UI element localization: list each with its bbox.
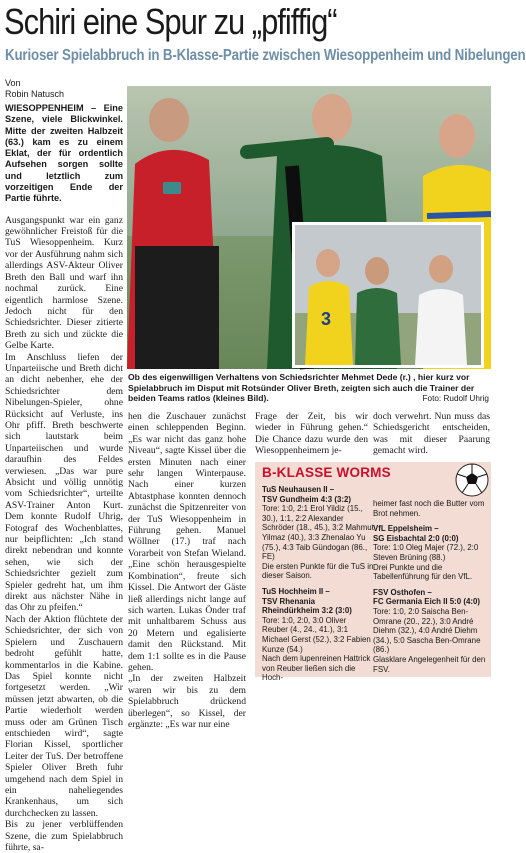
results-right — [373, 499, 488, 677]
game-entry — [373, 524, 488, 582]
body-paragraph: Nach der Aktion flüchtete der Schiedsrichter, der sich von Spielern und Zuschauern bedroht gefühlt hatte, kommentarlos in die Kabine. Das Spiel konnte nicht fortgesetzt werden. „Wir müssen jetzt abwarten, ob die Partie wiederholt werden muss oder am Grünen Tisch entschieden wird“, sagte Florian Kissel, sportlicher Leiter der TuS. Der betroffene Spieler Oliver Breth fuhr umgehend nach dem Spiel in ein naheliegendes Krankenhaus, um sich durchchecken zu lassen. — [5, 613, 123, 819]
coaches-photo — [295, 225, 481, 365]
byline — [5, 78, 64, 100]
column-4 — [373, 411, 490, 457]
body-paragraph: Ausgangspunkt war ein ganz gewöhnlicher Freistoß für die TuS Wiesoppenheim. Kurz vor der Ausführung nahm sich allerdings ASV-Akteur Oliver Breth den Ball und warf ihn nochmal zurück. Eine eigentlich harmlose Szene. Jedoch nicht für den Schiedsrichter. Dieser zitierte Breth zu sich und zückte die Gelbe Karte. — [5, 214, 123, 352]
note-line: Die ersten Punkte für die TuS in dieser Saison. — [262, 561, 374, 581]
note-line: heimer fast noch die Butter vom Brot nehmen. — [373, 499, 485, 518]
photo-credit: Foto: Rudolf Uhrig — [422, 394, 489, 403]
results-box-title: B-KLASSE WORMS — [262, 465, 391, 480]
game-entry — [262, 485, 374, 581]
lead-paragraph: WIESOPPENHEIM – Eine Szene, viele Blickwinkel. Mitte der zweiten Halbzeit (63.) kam es zu einem Eklat, der für ordentlich Aufsehen sorgen sollte und letztlich zum vorzeitigen Ende der Partie führte. — [5, 103, 123, 204]
byline-von: Von — [5, 78, 21, 88]
match-line: VfL Eppelsheim – — [373, 524, 439, 534]
match-line: FC Germania Eich II 5:0 (4:0) — [373, 597, 480, 607]
match-line: TuS Neuhausen II – — [262, 485, 335, 494]
note-line: Drei Punkte und die Tabellenführung für den VfL. — [373, 562, 473, 582]
soccer-ball-icon — [455, 463, 489, 497]
body-paragraph: Bis zu jener verblüffenden Szene, die zum Spielabbruch führte, sa- — [5, 819, 123, 853]
inset-photo — [292, 222, 484, 368]
goals-line: Tore: 1:0, 2:0 Saischa Ben-Omrane (20., 22.), 3:0 André Diehm (32.), 4:0 André Diehm (34.), 5:0 Sascha Ben-Omrane (86.) — [373, 606, 481, 655]
photo-caption: Ob des eigenwilligen Verhaltens von Schiedsrichter Mehmet Dede (r.) , hier kurz vor Spielabbruch im Disput mit Rotsünder Oliver Breth, zeigten sich auch die Trainer der beiden Teams ratlos (kleines Bild). — [128, 372, 475, 403]
game-entry — [262, 587, 374, 683]
body-paragraph: doch verwehrt. Nun muss das Schiedsgericht entscheiden, was mit dieser Paarung gemacht wird. — [373, 411, 490, 457]
body-paragraph: Frage der Zeit, bis wir wieder in Führung gehen.“ Die Chance dazu wurde den Wiesoppenheimern je- — [255, 411, 368, 457]
note-line: Nach dem lupenreinen Hattrick von Reuber ließen sich die Hoch- — [262, 654, 371, 683]
match-line: SG Eisbachtal 2:0 (0:0) — [373, 533, 459, 543]
column-2 — [128, 411, 246, 730]
column-1 — [5, 103, 123, 853]
match-line: FSV Osthofen – — [373, 587, 432, 597]
headline: Schiri eine Spur zu „pfiffig“ — [4, 1, 337, 42]
jersey-number: 3 — [321, 309, 332, 329]
goals-line: Tore: 1:0 Oleg Majer (72.), 2:0 Steven Brüning (88.) — [373, 543, 479, 562]
results-left — [262, 485, 374, 686]
match-line: TSV Rhenania Rheindürkheim 3:2 (3:0) — [262, 596, 352, 616]
game-entry — [373, 499, 488, 518]
subhead: Kurioser Spielabbruch in B-Klasse-Partie zwischen Wiesoppenheim und Nibelungen — [5, 47, 526, 64]
match-line: TuS Hochheim II – — [262, 586, 330, 596]
game-entry — [373, 588, 488, 674]
note-line: Glasklare Angelegenheit für den FSV. — [373, 654, 486, 674]
column-3 — [255, 411, 368, 457]
body-paragraph: Im Anschluss liefen der Unparteiische und Breth dicht an dicht nebenher, ehe der Schiedsrichter dem Nibelungen-Spieler, ohne Rücksicht auf Verluste, ins Ohr pfiff. Breth beschwerte sich lautstark beim Unparteiischen und wurde daraufhin des Feldes verwiesen. „Das war pure Absicht und völlig unnötig vom Schiedsrichter“, urteilte ASV-Trainer Anton Kurt. Dem konnte Rudolf Uhrig, Fotograf des Wochenblattes, nur beipflichten: „Ich stand direkt nebendran und konnte sehen, wie sich der Schiedsrichter gezielt zum Spieler gedreht hat, um ihm direkt aus nächster Nähe in das Ohr zu pfeifen.“ — [5, 351, 123, 614]
match-line: TSV Gundheim 4:3 (3:2) — [262, 494, 352, 504]
body-paragraph: „In der zweiten Halbzeit waren wir bis zu dem Spielabbruch drückend überlegen“, so Kissel, der ergänzte: „Es war nur eine — [128, 673, 246, 730]
body-paragraph: hen die Zuschauer zunächst einen schleppenden Beginn. „Es war nicht das ganz hohe Niveau“, sagte Kissel über die ersten Minuten nach einer sehr langen Winterpause. Nach einer kurzen Abtastphase konnten dennoch zunächst die Spitzenreiter von der TuS Wiesoppenheim in Führung gehen. Manuel Wöllner (17.) traf nach Vorarbeit von Stefan Wieland. „Eine schön herausgespielte Kombination“, freute sich Kissel. Die Antwort der Gäste ließ allerdings nicht lange auf sich warten. Lukas Önder traf mit unhaltbarem Schuss aus 20 Metern und egalisierte damit den Rückstand. Mit dem 1:1 sollte es in die Pause gehen. — [128, 411, 246, 673]
goals-line: Tore: 1:0, 2:0, 3:0 Oliver Reuber (4., 24., 41.), 3:1 Michael Gerst (52.), 3:2 Fabien Kunze (54.) — [262, 615, 371, 654]
goals-line: Tore: 1:0, 2:1 Erol Yildiz (15., 30.), 1:1, 2:2 Alexander Schröder (18., 45.), 3:2 Mahmut Yilmaz (40.), 3:3 Zhenalao Yu (75.), 4:3 Taib Gündogan (86., FE) — [262, 504, 374, 562]
byline-author: Robin Natusch — [5, 89, 65, 99]
